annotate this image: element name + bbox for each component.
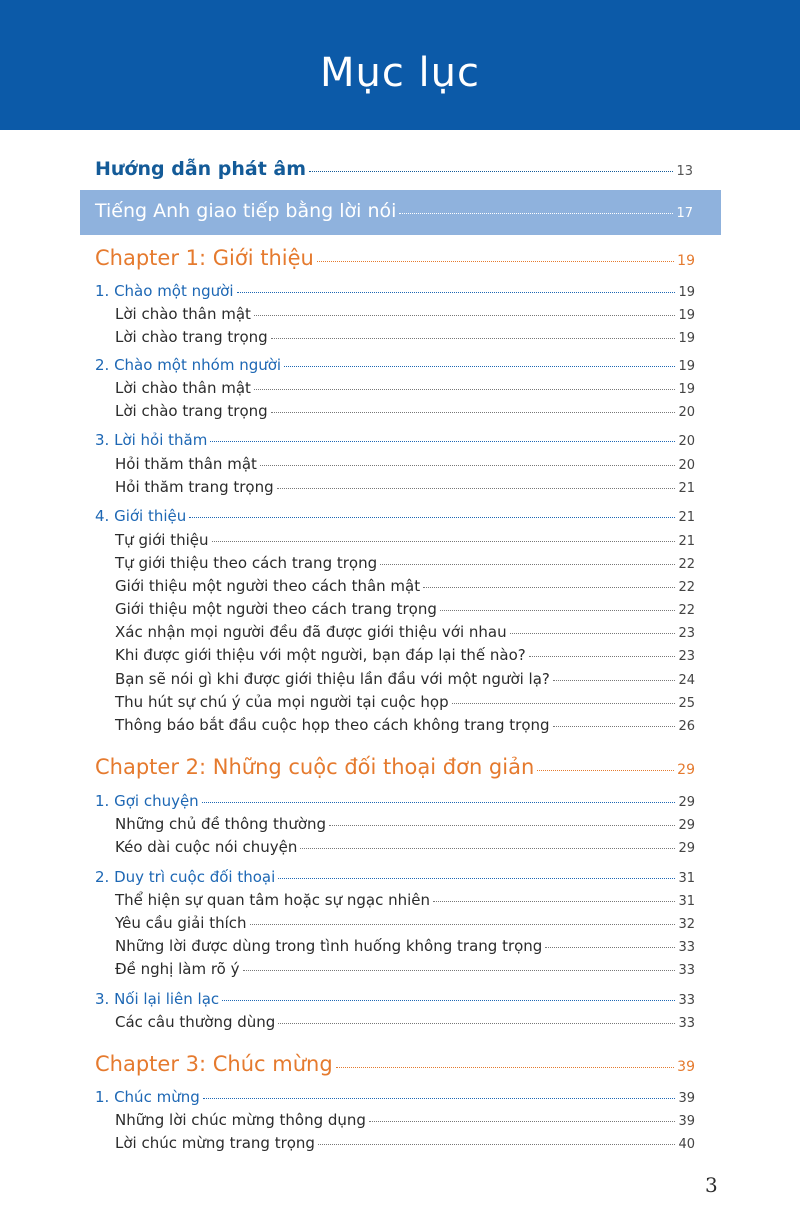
toc-item-row[interactable]	[115, 670, 695, 688]
toc-item-row[interactable]	[115, 646, 695, 664]
toc-entry-page: 26	[678, 719, 695, 734]
dot-leader	[212, 541, 676, 542]
toc-entry-label: Hướng dẫn phát âm	[95, 158, 307, 180]
toc-entry-label: Chapter 1: Giới thiệu	[95, 246, 314, 270]
dot-leader	[537, 770, 674, 771]
dot-leader	[254, 315, 676, 316]
toc-entry-page: 20	[678, 434, 695, 449]
dot-leader	[452, 703, 676, 704]
toc-entry-label: 1. Chúc mừng	[95, 1088, 200, 1106]
toc-section-row[interactable]	[95, 868, 695, 886]
toc-entry-label: Yêu cầu giải thích	[115, 914, 247, 932]
toc-item-row[interactable]	[115, 1134, 695, 1152]
toc-item-row[interactable]	[115, 937, 695, 955]
toc-entry-page: 23	[678, 649, 695, 664]
toc-entry-label: Lời chúc mừng trang trọng	[115, 1134, 315, 1152]
dot-leader	[309, 171, 673, 172]
toc-section-row[interactable]	[95, 1088, 695, 1106]
toc-chapter-row[interactable]	[95, 1052, 695, 1076]
dot-leader	[369, 1121, 676, 1122]
toc-entry-page: 19	[678, 382, 695, 397]
dot-leader	[271, 338, 676, 339]
toc-item-row[interactable]	[115, 960, 695, 978]
dot-leader	[278, 878, 675, 879]
dot-leader	[440, 610, 676, 611]
toc-entry-label: Giới thiệu một người theo cách thân mật	[115, 577, 421, 595]
dot-leader	[553, 680, 676, 681]
toc-blue-row[interactable]	[95, 158, 693, 180]
toc-entry-label: Tự giới thiệu	[115, 531, 209, 549]
toc-entry-label: Khi được giới thiệu với một người, bạn đáp lại thế nào?	[115, 646, 526, 664]
toc-entry-page: 13	[676, 164, 693, 179]
toc-entry-label: Những chủ đề thông thường	[115, 815, 327, 833]
toc-item-row[interactable]	[115, 554, 695, 572]
dot-leader	[300, 848, 675, 849]
toc-item-row[interactable]	[115, 815, 695, 833]
toc-entry-label: Hỏi thăm trang trọng	[115, 478, 274, 496]
toc-chapter-row[interactable]	[95, 246, 695, 270]
toc-entry-page: 23	[678, 626, 695, 641]
toc-item-row[interactable]	[115, 693, 695, 711]
toc-item-row[interactable]	[115, 716, 695, 734]
toc-entry-label: Xác nhận mọi người đều đã được giới thiệu với nhau	[115, 623, 507, 641]
toc-entry-page: 19	[678, 308, 695, 323]
toc-entry-page: 29	[678, 795, 695, 810]
toc-entry-label: Các câu thường dùng	[115, 1013, 276, 1031]
dot-leader	[510, 633, 676, 634]
toc-chapter-row[interactable]	[95, 755, 695, 779]
toc-entry-label: Giới thiệu một người theo cách trang trọng	[115, 600, 437, 618]
toc-entry-page: 33	[678, 940, 695, 955]
toc-entry-label: Tự giới thiệu theo cách trang trọng	[115, 554, 378, 572]
toc-entry-label: Lời chào thân mật	[115, 305, 251, 323]
toc-item-row[interactable]	[115, 914, 695, 932]
toc-section-row[interactable]	[95, 282, 695, 300]
toc-entry-page: 33	[678, 963, 695, 978]
dot-leader	[210, 441, 675, 442]
dot-leader	[202, 802, 676, 803]
dot-leader	[284, 366, 675, 367]
toc-entry-label: Chapter 3: Chúc mừng	[95, 1052, 333, 1076]
toc-entry-label: Thông báo bắt đầu cuộc họp theo cách không trang trọng	[115, 716, 550, 734]
toc-entry-page: 33	[678, 993, 695, 1008]
dot-leader	[189, 517, 675, 518]
toc-entry-page: 24	[678, 673, 695, 688]
toc-section-row[interactable]	[95, 356, 695, 374]
dot-leader	[553, 726, 676, 727]
toc-entry-page: 39	[678, 1091, 695, 1106]
toc-entry-label: 2. Chào một nhóm người	[95, 356, 282, 374]
toc-band-row[interactable]	[95, 200, 693, 222]
toc-entry-label: 4. Giới thiệu	[95, 507, 187, 525]
dot-leader	[222, 1000, 675, 1001]
toc-entry-label: 1. Chào một người	[95, 282, 234, 300]
dot-leader	[318, 1144, 676, 1145]
toc-entry-label: Lời chào trang trọng	[115, 328, 268, 346]
toc-entry-label: Những lời được dùng trong tình huống không trang trọng	[115, 937, 543, 955]
page-title: Mục lục	[319, 50, 481, 96]
dot-leader	[380, 564, 675, 565]
toc-item-row[interactable]	[115, 455, 695, 473]
dot-leader	[254, 389, 676, 390]
toc-entry-page: 29	[677, 762, 695, 778]
toc-entry-page: 20	[678, 458, 695, 473]
toc-entry-page: 33	[678, 1016, 695, 1031]
toc-entry-label: Chapter 2: Những cuộc đối thoại đơn giản	[95, 755, 535, 779]
dot-leader	[250, 924, 676, 925]
toc-entry-page: 40	[678, 1137, 695, 1152]
toc-entry-label: Lời chào trang trọng	[115, 402, 268, 420]
toc-entry-page: 31	[678, 894, 695, 909]
dot-leader	[423, 587, 675, 588]
dot-leader	[271, 412, 676, 413]
dot-leader	[243, 970, 676, 971]
toc-item-row[interactable]	[115, 379, 695, 397]
toc-entry-page: 29	[678, 841, 695, 856]
toc-item-row[interactable]	[115, 838, 695, 856]
toc-entry-label: 1. Gợi chuyện	[95, 792, 199, 810]
dot-leader	[237, 292, 676, 293]
toc-entry-label: Đề nghị làm rõ ý	[115, 960, 240, 978]
dot-leader	[260, 465, 676, 466]
toc-entry-label: Những lời chúc mừng thông dụng	[115, 1111, 366, 1129]
toc-entry-page: 19	[678, 359, 695, 374]
dot-leader	[529, 656, 676, 657]
toc-entry-label: Tiếng Anh giao tiếp bằng lời nói	[95, 200, 397, 222]
toc-item-row[interactable]	[115, 1111, 695, 1129]
toc-entry-label: 3. Lời hỏi thăm	[95, 431, 208, 449]
toc-entry-label: Bạn sẽ nói gì khi được giới thiệu lần đầu với một người lạ?	[115, 670, 550, 688]
toc-entry-page: 22	[678, 580, 695, 595]
toc-item-row[interactable]	[115, 328, 695, 346]
toc-item-row[interactable]	[115, 891, 695, 909]
toc-entry-page: 31	[678, 871, 695, 886]
toc-entry-label: 3. Nối lại liên lạc	[95, 990, 220, 1008]
toc-item-row[interactable]	[115, 577, 695, 595]
dot-leader	[433, 901, 675, 902]
toc-item-row[interactable]	[115, 305, 695, 323]
toc-entry-page: 20	[678, 405, 695, 420]
toc-item-row[interactable]	[115, 478, 695, 496]
dot-leader	[329, 825, 675, 826]
toc-entry-page: 19	[678, 285, 695, 300]
toc-item-row[interactable]	[115, 402, 695, 420]
toc-entry-page: 21	[678, 534, 695, 549]
dot-leader	[336, 1067, 675, 1068]
toc-section-row[interactable]	[95, 431, 695, 449]
toc-entry-label: Thu hút sự chú ý của mọi người tại cuộc họp	[115, 693, 449, 711]
dot-leader	[203, 1098, 676, 1099]
toc-entry-page: 21	[678, 481, 695, 496]
toc-entry-label: Lời chào thân mật	[115, 379, 251, 397]
dot-leader	[277, 488, 676, 489]
dot-leader	[317, 261, 674, 262]
toc-section-row[interactable]	[95, 990, 695, 1008]
dot-leader	[545, 947, 675, 948]
toc-item-row[interactable]	[115, 600, 695, 618]
toc-entry-page: 29	[678, 818, 695, 833]
toc-entry-label: Kéo dài cuộc nói chuyện	[115, 838, 298, 856]
page-number: 3	[705, 1173, 718, 1197]
dot-leader	[278, 1023, 675, 1024]
toc-entry-label: Thể hiện sự quan tâm hoặc sự ngạc nhiên	[115, 891, 431, 909]
toc-entry-page: 21	[678, 510, 695, 525]
toc-item-row[interactable]	[115, 1013, 695, 1031]
toc-entry-label: 2. Duy trì cuộc đối thoại	[95, 868, 276, 886]
toc-entry-page: 19	[678, 331, 695, 346]
toc-entry-page: 39	[677, 1059, 695, 1075]
toc-entry-page: 39	[678, 1114, 695, 1129]
toc-entry-page: 17	[676, 206, 693, 221]
toc-section-row[interactable]	[95, 792, 695, 810]
toc-item-row[interactable]	[115, 531, 695, 549]
toc-item-row[interactable]	[115, 623, 695, 641]
toc-entry-label: Hỏi thăm thân mật	[115, 455, 257, 473]
dot-leader	[399, 213, 673, 214]
toc-entry-page: 19	[677, 253, 695, 269]
toc-entry-page: 25	[678, 696, 695, 711]
toc-entry-page: 22	[678, 557, 695, 572]
toc-entry-page: 22	[678, 603, 695, 618]
toc-entry-page: 32	[678, 917, 695, 932]
toc-section-row[interactable]	[95, 507, 695, 525]
